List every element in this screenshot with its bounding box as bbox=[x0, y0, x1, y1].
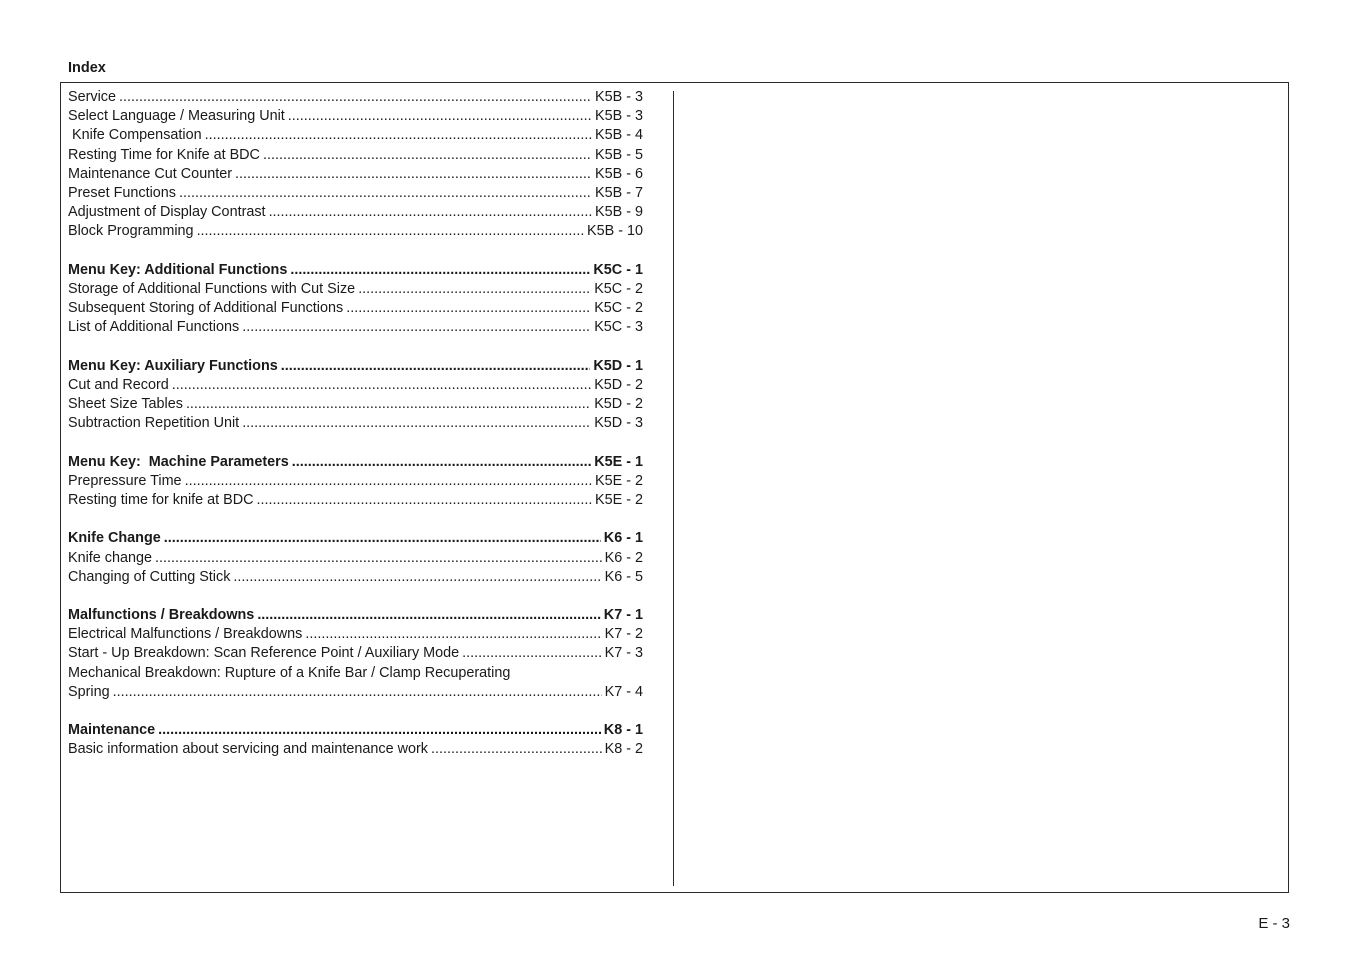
toc-page-ref: K5B - 3 bbox=[595, 108, 643, 125]
toc-entry-row[interactable] bbox=[68, 740, 643, 759]
toc-section bbox=[68, 357, 643, 434]
toc-entry-title: Knife Change bbox=[68, 530, 161, 547]
toc-page-ref: K5C - 2 bbox=[594, 280, 643, 297]
toc-entry-row[interactable] bbox=[68, 625, 643, 644]
toc-entry-title: Service bbox=[68, 89, 116, 105]
toc-page-ref: K5B - 10 bbox=[587, 223, 643, 240]
toc-page-ref: K5D - 3 bbox=[594, 415, 643, 432]
toc-entry-title: Basic information about servicing and maintenance work bbox=[68, 741, 428, 758]
toc-page-ref: K7 - 3 bbox=[604, 645, 643, 662]
toc-page-ref: K5C - 3 bbox=[594, 319, 643, 336]
toc-entry-row[interactable] bbox=[68, 549, 643, 568]
toc-entry-row[interactable] bbox=[68, 146, 643, 165]
toc-chapter-row[interactable] bbox=[68, 261, 643, 280]
toc-chapter-row[interactable] bbox=[68, 357, 643, 376]
toc-entry-title: Menu Key: Auxiliary Functions bbox=[68, 357, 278, 374]
toc-leader-dots bbox=[158, 721, 601, 740]
toc-leader-dots bbox=[290, 261, 590, 280]
toc-entry-row[interactable] bbox=[68, 318, 643, 337]
toc-entry-title: Electrical Malfunctions / Breakdowns bbox=[68, 626, 303, 643]
toc-page-ref: K5B - 3 bbox=[595, 89, 643, 105]
toc-leader-dots bbox=[305, 625, 601, 644]
toc-entry-title: Sheet Size Tables bbox=[68, 396, 183, 412]
toc-leader-dots bbox=[205, 126, 592, 145]
toc-entry-title: Subsequent Storing of Additional Functions bbox=[68, 300, 344, 317]
toc-entry-row[interactable] bbox=[68, 126, 643, 145]
toc-leader-dots bbox=[346, 299, 591, 318]
page-number: E - 3 bbox=[1258, 915, 1290, 932]
toc-leader-dots bbox=[431, 740, 602, 759]
toc-entry-row[interactable] bbox=[68, 683, 643, 702]
column-divider bbox=[673, 91, 674, 886]
toc-entry-title: Adjustment of Display Contrast bbox=[68, 204, 266, 221]
toc-leader-dots bbox=[269, 203, 592, 222]
toc-leader-dots bbox=[155, 549, 602, 568]
toc-entry-title: Start - Up Breakdown: Scan Reference Point / Auxiliary Mode bbox=[68, 645, 460, 662]
toc-leader-dots bbox=[242, 414, 591, 433]
toc-entry-title: Mechanical Breakdown: Rupture of a Knife Bar / Clamp Recuperating bbox=[68, 664, 511, 681]
toc-entry-title: Resting Time for Knife at BDC bbox=[68, 146, 260, 163]
toc-page-ref: K5D - 2 bbox=[594, 376, 643, 393]
toc-section bbox=[68, 721, 643, 759]
toc-entry-title: Preset Functions bbox=[68, 184, 176, 201]
toc-entry-row[interactable] bbox=[68, 184, 643, 203]
toc-entry-title: Maintenance bbox=[68, 722, 156, 739]
toc-leader-dots bbox=[186, 395, 591, 414]
toc-entry-title: Resting time for knife at BDC bbox=[68, 491, 254, 508]
toc-leader-dots bbox=[233, 568, 601, 587]
page-heading: Index bbox=[68, 60, 106, 76]
toc-leader-dots bbox=[185, 472, 592, 491]
toc-entry-row[interactable] bbox=[68, 376, 643, 395]
toc-entry-title: Cut and Record bbox=[68, 376, 169, 393]
toc-page-ref: K5B - 5 bbox=[595, 146, 643, 163]
toc-entry-row[interactable] bbox=[68, 395, 643, 414]
toc-page-ref: K5C - 1 bbox=[593, 261, 643, 278]
toc-page-ref: K7 - 4 bbox=[604, 683, 643, 700]
toc-entry-row[interactable] bbox=[68, 644, 643, 663]
toc-leader-dots bbox=[281, 357, 591, 376]
toc-section bbox=[68, 88, 643, 242]
toc-leader-dots bbox=[257, 606, 600, 625]
toc-leader-dots bbox=[179, 184, 592, 203]
toc-page-ref: K7 - 2 bbox=[604, 626, 643, 643]
toc-entry-title: Storage of Additional Functions with Cut Size bbox=[68, 280, 356, 297]
toc-entry-row[interactable] bbox=[68, 414, 643, 433]
toc-leader-dots bbox=[292, 453, 591, 472]
toc-entry-row[interactable] bbox=[68, 165, 643, 184]
toc-section bbox=[68, 453, 643, 511]
toc-chapter-row[interactable] bbox=[68, 721, 643, 740]
toc-page-ref: K5E - 1 bbox=[594, 453, 643, 470]
toc-page-ref: K6 - 5 bbox=[604, 568, 643, 585]
toc-page-ref: K7 - 1 bbox=[603, 607, 643, 624]
toc-entry-title: Knife change bbox=[68, 549, 153, 566]
toc-leader-dots bbox=[257, 491, 592, 510]
toc-entry-title: Changing of Cutting Stick bbox=[68, 568, 231, 585]
toc-leader-dots bbox=[263, 146, 592, 165]
toc-page-ref: K6 - 2 bbox=[604, 549, 643, 566]
toc-entry-title: Menu Key: Machine Parameters bbox=[68, 453, 289, 470]
toc-section bbox=[68, 529, 643, 587]
toc-entry-title: Block Programming bbox=[68, 223, 194, 240]
toc-page-ref: K5E - 2 bbox=[595, 491, 643, 508]
toc-entry-row[interactable] bbox=[68, 472, 643, 491]
toc-page-ref: K5B - 7 bbox=[595, 184, 643, 201]
toc-leader-dots bbox=[235, 165, 592, 184]
toc-leader-dots bbox=[113, 683, 602, 702]
toc-entry-title: Knife Compensation bbox=[68, 127, 202, 144]
toc-leader-dots bbox=[358, 280, 591, 299]
toc-leader-dots bbox=[164, 529, 601, 548]
toc-chapter-row[interactable] bbox=[68, 606, 643, 625]
toc-page-ref: K5D - 1 bbox=[593, 357, 643, 374]
toc-entry-title: Spring bbox=[68, 683, 110, 700]
toc-entry-row[interactable] bbox=[68, 222, 643, 241]
toc-page-ref: K5B - 4 bbox=[595, 127, 643, 144]
toc-chapter-row[interactable] bbox=[68, 529, 643, 548]
toc-leader-dots bbox=[197, 222, 584, 241]
toc-entry-title: Select Language / Measuring Unit bbox=[68, 108, 285, 125]
toc-page-ref: K5D - 2 bbox=[594, 396, 643, 412]
toc-page-ref: K5E - 2 bbox=[595, 472, 643, 489]
toc-leader-dots bbox=[172, 376, 591, 395]
toc-entry-row[interactable] bbox=[68, 299, 643, 318]
toc-entry-title: Subtraction Repetition Unit bbox=[68, 415, 240, 432]
toc-entry-row[interactable] bbox=[68, 88, 643, 107]
toc-page-ref: K8 - 1 bbox=[603, 722, 643, 739]
toc-entry-row[interactable] bbox=[68, 280, 643, 299]
toc-section bbox=[68, 261, 643, 338]
toc-page-ref: K8 - 2 bbox=[604, 741, 643, 758]
toc-entry-title: List of Additional Functions bbox=[68, 319, 240, 336]
table-of-contents bbox=[68, 88, 643, 779]
toc-entry-title: Maintenance Cut Counter bbox=[68, 165, 232, 182]
toc-leader-dots bbox=[288, 107, 592, 126]
toc-leader-dots bbox=[462, 644, 601, 663]
toc-section bbox=[68, 606, 643, 702]
toc-page-ref: K5B - 6 bbox=[595, 165, 643, 182]
toc-page-ref: K5B - 9 bbox=[595, 204, 643, 221]
toc-entry-title: Prepressure Time bbox=[68, 472, 182, 489]
toc-entry-row[interactable] bbox=[68, 107, 643, 126]
toc-entry-row[interactable] bbox=[68, 491, 643, 510]
toc-leader-dots bbox=[242, 318, 591, 337]
toc-page-ref: K6 - 1 bbox=[603, 530, 643, 547]
toc-entry-row[interactable] bbox=[68, 203, 643, 222]
toc-leader-dots bbox=[119, 88, 592, 107]
toc-entry-row[interactable] bbox=[68, 568, 643, 587]
toc-page-ref: K5C - 2 bbox=[594, 300, 643, 317]
toc-entry-row[interactable] bbox=[68, 664, 643, 683]
toc-chapter-row[interactable] bbox=[68, 453, 643, 472]
toc-entry-title: Malfunctions / Breakdowns bbox=[68, 607, 255, 624]
toc-entry-title: Menu Key: Additional Functions bbox=[68, 261, 288, 278]
